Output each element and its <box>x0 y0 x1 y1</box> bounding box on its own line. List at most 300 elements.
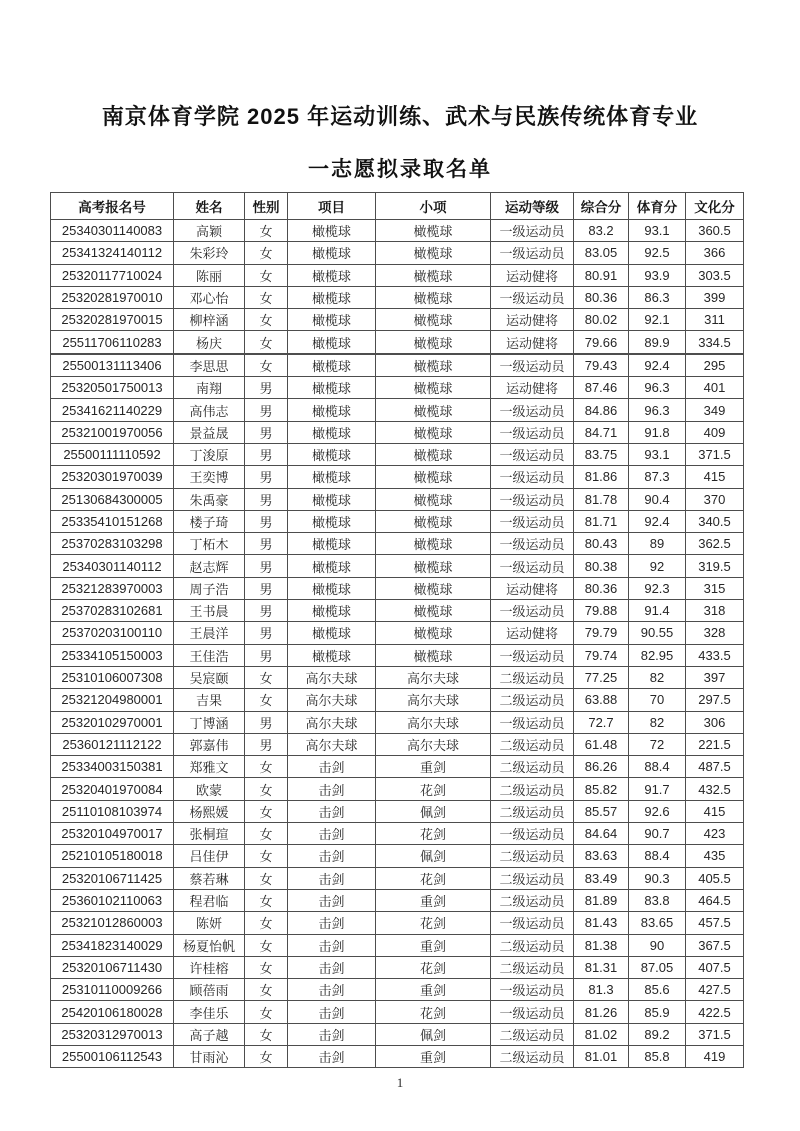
cell-sports-score: 87.05 <box>629 956 686 978</box>
cell-sport: 击剑 <box>288 1023 376 1045</box>
table-row <box>51 466 744 488</box>
cell-sport: 击剑 <box>288 912 376 934</box>
cell-sport: 击剑 <box>288 979 376 1001</box>
cell-name: 王书晨 <box>174 600 245 622</box>
cell-sports-score: 72 <box>629 733 686 755</box>
cell-sports-score: 90.7 <box>629 823 686 845</box>
cell-event: 花剑 <box>376 867 491 889</box>
cell-culture-score: 423 <box>686 823 744 845</box>
cell-sport: 击剑 <box>288 934 376 956</box>
cell-composite-score: 81.71 <box>574 510 629 532</box>
cell-composite-score: 80.02 <box>574 309 629 331</box>
cell-sports-score: 82 <box>629 666 686 688</box>
cell-sports-score: 88.4 <box>629 845 686 867</box>
cell-exam-id: 25320281970015 <box>51 309 174 331</box>
cell-exam-id: 25320117710024 <box>51 264 174 286</box>
header-composite-score: 综合分 <box>574 193 629 220</box>
table-row <box>51 510 744 532</box>
cell-gender: 女 <box>245 242 288 264</box>
cell-sports-score: 86.3 <box>629 286 686 308</box>
cell-athlete-level: 一级运动员 <box>491 220 574 242</box>
cell-culture-score: 487.5 <box>686 756 744 778</box>
cell-event: 橄榄球 <box>376 466 491 488</box>
cell-composite-score: 83.63 <box>574 845 629 867</box>
cell-event: 橄榄球 <box>376 354 491 377</box>
cell-composite-score: 81.02 <box>574 1023 629 1045</box>
cell-event: 橄榄球 <box>376 443 491 465</box>
admission-table-body <box>51 220 744 1068</box>
cell-sport: 击剑 <box>288 778 376 800</box>
cell-name: 李思思 <box>174 354 245 377</box>
cell-event: 橄榄球 <box>376 242 491 264</box>
cell-culture-score: 366 <box>686 242 744 264</box>
cell-exam-id: 25320106711425 <box>51 867 174 889</box>
cell-sport: 橄榄球 <box>288 488 376 510</box>
cell-athlete-level: 运动健将 <box>491 309 574 331</box>
cell-name: 吉果 <box>174 689 245 711</box>
cell-name: 张桐瑄 <box>174 823 245 845</box>
table-row <box>51 778 744 800</box>
cell-gender: 女 <box>245 756 288 778</box>
table-row <box>51 1023 744 1045</box>
cell-gender: 男 <box>245 577 288 599</box>
cell-name: 丁浚原 <box>174 443 245 465</box>
cell-sport: 击剑 <box>288 867 376 889</box>
table-row <box>51 577 744 599</box>
cell-athlete-level: 二级运动员 <box>491 956 574 978</box>
cell-athlete-level: 一级运动员 <box>491 979 574 1001</box>
table-row <box>51 377 744 399</box>
cell-composite-score: 80.36 <box>574 577 629 599</box>
cell-sports-score: 87.3 <box>629 466 686 488</box>
cell-sports-score: 92 <box>629 555 686 577</box>
cell-culture-score: 399 <box>686 286 744 308</box>
cell-event: 橄榄球 <box>376 421 491 443</box>
cell-culture-score: 401 <box>686 377 744 399</box>
cell-event: 橄榄球 <box>376 264 491 286</box>
cell-name: 杨夏怡帆 <box>174 934 245 956</box>
cell-exam-id: 25500111110592 <box>51 443 174 465</box>
cell-event: 重剑 <box>376 934 491 956</box>
cell-composite-score: 83.75 <box>574 443 629 465</box>
cell-athlete-level: 运动健将 <box>491 331 574 354</box>
cell-name: 许桂榕 <box>174 956 245 978</box>
cell-athlete-level: 二级运动员 <box>491 889 574 911</box>
cell-sports-score: 92.5 <box>629 242 686 264</box>
cell-exam-id: 25341823140029 <box>51 934 174 956</box>
cell-event: 佩剑 <box>376 800 491 822</box>
cell-gender: 女 <box>245 889 288 911</box>
cell-gender: 男 <box>245 533 288 555</box>
cell-name: 程君临 <box>174 889 245 911</box>
table-row <box>51 867 744 889</box>
cell-culture-score: 297.5 <box>686 689 744 711</box>
cell-sport: 高尔夫球 <box>288 733 376 755</box>
cell-athlete-level: 一级运动员 <box>491 912 574 934</box>
cell-name: 周子浩 <box>174 577 245 599</box>
cell-sport: 击剑 <box>288 800 376 822</box>
table-row <box>51 711 744 733</box>
cell-culture-score: 432.5 <box>686 778 744 800</box>
table-row <box>51 912 744 934</box>
cell-sport: 高尔夫球 <box>288 666 376 688</box>
cell-gender: 女 <box>245 264 288 286</box>
cell-athlete-level: 二级运动员 <box>491 689 574 711</box>
cell-name: 柳梓涵 <box>174 309 245 331</box>
cell-culture-score: 370 <box>686 488 744 510</box>
cell-gender: 男 <box>245 443 288 465</box>
cell-exam-id: 25511706110283 <box>51 331 174 354</box>
cell-composite-score: 79.66 <box>574 331 629 354</box>
cell-gender: 女 <box>245 867 288 889</box>
cell-gender: 女 <box>245 979 288 1001</box>
cell-event: 重剑 <box>376 756 491 778</box>
cell-exam-id: 25340301140083 <box>51 220 174 242</box>
cell-gender: 男 <box>245 733 288 755</box>
cell-sports-score: 82 <box>629 711 686 733</box>
cell-event: 橄榄球 <box>376 577 491 599</box>
table-row <box>51 956 744 978</box>
cell-sport: 橄榄球 <box>288 421 376 443</box>
cell-event: 橄榄球 <box>376 510 491 532</box>
cell-gender: 女 <box>245 934 288 956</box>
cell-composite-score: 80.43 <box>574 533 629 555</box>
cell-culture-score: 295 <box>686 354 744 377</box>
cell-culture-score: 371.5 <box>686 443 744 465</box>
table-row <box>51 309 744 331</box>
cell-sports-score: 89 <box>629 533 686 555</box>
cell-culture-score: 407.5 <box>686 956 744 978</box>
table-row <box>51 733 744 755</box>
document-title-line1: 南京体育学院 2025 年运动训练、武术与民族传统体育专业 <box>101 104 699 129</box>
cell-name: 邓心怡 <box>174 286 245 308</box>
cell-gender: 女 <box>245 666 288 688</box>
header-exam-id: 高考报名号 <box>51 193 174 220</box>
cell-event: 橄榄球 <box>376 399 491 421</box>
cell-exam-id: 25320102970001 <box>51 711 174 733</box>
cell-athlete-level: 二级运动员 <box>491 666 574 688</box>
cell-sport: 击剑 <box>288 1001 376 1023</box>
cell-exam-id: 25370283103298 <box>51 533 174 555</box>
cell-culture-score: 405.5 <box>686 867 744 889</box>
cell-composite-score: 81.38 <box>574 934 629 956</box>
cell-sport: 高尔夫球 <box>288 711 376 733</box>
cell-athlete-level: 二级运动员 <box>491 778 574 800</box>
cell-name: 陈丽 <box>174 264 245 286</box>
cell-name: 吕佳伊 <box>174 845 245 867</box>
cell-sports-score: 91.4 <box>629 600 686 622</box>
cell-athlete-level: 二级运动员 <box>491 733 574 755</box>
cell-gender: 女 <box>245 800 288 822</box>
cell-exam-id: 25370283102681 <box>51 600 174 622</box>
cell-culture-score: 419 <box>686 1045 744 1067</box>
table-row <box>51 555 744 577</box>
cell-composite-score: 72.7 <box>574 711 629 733</box>
cell-name: 南翔 <box>174 377 245 399</box>
cell-sports-score: 70 <box>629 689 686 711</box>
document-title-line2: 一志愿拟录取名单 <box>308 158 492 181</box>
table-row <box>51 331 744 354</box>
table-row <box>51 399 744 421</box>
cell-sport: 击剑 <box>288 823 376 845</box>
cell-exam-id: 25320104970017 <box>51 823 174 845</box>
header-name: 姓名 <box>174 193 245 220</box>
cell-exam-id: 25320312970013 <box>51 1023 174 1045</box>
header-event: 小项 <box>376 193 491 220</box>
cell-gender: 男 <box>245 600 288 622</box>
table-row <box>51 979 744 1001</box>
cell-name: 丁柘木 <box>174 533 245 555</box>
cell-composite-score: 79.88 <box>574 600 629 622</box>
cell-culture-score: 409 <box>686 421 744 443</box>
cell-sport: 橄榄球 <box>288 443 376 465</box>
cell-composite-score: 61.48 <box>574 733 629 755</box>
cell-sports-score: 92.1 <box>629 309 686 331</box>
cell-exam-id: 25320281970010 <box>51 286 174 308</box>
cell-name: 高子越 <box>174 1023 245 1045</box>
cell-culture-score: 422.5 <box>686 1001 744 1023</box>
cell-event: 橄榄球 <box>376 533 491 555</box>
cell-composite-score: 87.46 <box>574 377 629 399</box>
header-row <box>51 193 744 220</box>
cell-gender: 男 <box>245 644 288 666</box>
cell-exam-id: 25341324140112 <box>51 242 174 264</box>
cell-culture-score: 311 <box>686 309 744 331</box>
table-row <box>51 689 744 711</box>
cell-sport: 橄榄球 <box>288 354 376 377</box>
cell-sport: 击剑 <box>288 845 376 867</box>
cell-culture-score: 349 <box>686 399 744 421</box>
cell-event: 高尔夫球 <box>376 733 491 755</box>
cell-name: 陈妍 <box>174 912 245 934</box>
cell-composite-score: 85.57 <box>574 800 629 822</box>
cell-event: 花剑 <box>376 778 491 800</box>
cell-sport: 橄榄球 <box>288 264 376 286</box>
cell-composite-score: 81.43 <box>574 912 629 934</box>
cell-exam-id: 25321283970003 <box>51 577 174 599</box>
table-row <box>51 600 744 622</box>
cell-event: 橄榄球 <box>376 622 491 644</box>
cell-composite-score: 81.26 <box>574 1001 629 1023</box>
table-row <box>51 756 744 778</box>
cell-culture-score: 427.5 <box>686 979 744 1001</box>
cell-composite-score: 81.89 <box>574 889 629 911</box>
cell-culture-score: 433.5 <box>686 644 744 666</box>
cell-athlete-level: 运动健将 <box>491 577 574 599</box>
cell-composite-score: 81.31 <box>574 956 629 978</box>
cell-exam-id: 25320106711430 <box>51 956 174 978</box>
cell-exam-id: 25321204980001 <box>51 689 174 711</box>
cell-exam-id: 25320401970084 <box>51 778 174 800</box>
cell-sports-score: 83.8 <box>629 889 686 911</box>
cell-sports-score: 93.1 <box>629 220 686 242</box>
cell-sports-score: 90 <box>629 934 686 956</box>
cell-event: 花剑 <box>376 912 491 934</box>
page-number: 1 <box>396 1075 404 1090</box>
cell-exam-id: 25310110009266 <box>51 979 174 1001</box>
cell-event: 高尔夫球 <box>376 666 491 688</box>
cell-name: 赵志辉 <box>174 555 245 577</box>
cell-event: 重剑 <box>376 979 491 1001</box>
cell-name: 蔡若琳 <box>174 867 245 889</box>
cell-sports-score: 93.9 <box>629 264 686 286</box>
cell-sport: 橄榄球 <box>288 242 376 264</box>
cell-athlete-level: 一级运动员 <box>491 242 574 264</box>
cell-exam-id: 25340301140112 <box>51 555 174 577</box>
cell-exam-id: 25334003150381 <box>51 756 174 778</box>
cell-sport: 击剑 <box>288 956 376 978</box>
table-row <box>51 1001 744 1023</box>
cell-sports-score: 89.9 <box>629 331 686 354</box>
cell-sport: 橄榄球 <box>288 533 376 555</box>
cell-athlete-level: 一级运动员 <box>491 510 574 532</box>
table-row <box>51 421 744 443</box>
table-row <box>51 1045 744 1067</box>
cell-sport: 橄榄球 <box>288 331 376 354</box>
cell-gender: 男 <box>245 377 288 399</box>
cell-gender: 男 <box>245 399 288 421</box>
cell-name: 李佳乐 <box>174 1001 245 1023</box>
cell-culture-score: 334.5 <box>686 331 744 354</box>
table-row <box>51 845 744 867</box>
cell-sport: 橄榄球 <box>288 286 376 308</box>
cell-sports-score: 82.95 <box>629 644 686 666</box>
cell-composite-score: 84.71 <box>574 421 629 443</box>
table-row <box>51 889 744 911</box>
cell-athlete-level: 一级运动员 <box>491 1001 574 1023</box>
cell-culture-score: 367.5 <box>686 934 744 956</box>
cell-athlete-level: 一级运动员 <box>491 421 574 443</box>
cell-name: 郭嘉伟 <box>174 733 245 755</box>
cell-composite-score: 81.86 <box>574 466 629 488</box>
header-athlete-level: 运动等级 <box>491 193 574 220</box>
cell-event: 橄榄球 <box>376 377 491 399</box>
cell-gender: 女 <box>245 331 288 354</box>
cell-athlete-level: 二级运动员 <box>491 845 574 867</box>
cell-name: 甘雨沁 <box>174 1045 245 1067</box>
cell-athlete-level: 一级运动员 <box>491 555 574 577</box>
header-culture-score: 文化分 <box>686 193 744 220</box>
cell-culture-score: 464.5 <box>686 889 744 911</box>
cell-culture-score: 415 <box>686 466 744 488</box>
cell-culture-score: 435 <box>686 845 744 867</box>
cell-athlete-level: 一级运动员 <box>491 823 574 845</box>
cell-sport: 橄榄球 <box>288 622 376 644</box>
cell-exam-id: 25360121112122 <box>51 733 174 755</box>
cell-sport: 橄榄球 <box>288 644 376 666</box>
cell-athlete-level: 一级运动员 <box>491 443 574 465</box>
cell-gender: 女 <box>245 956 288 978</box>
cell-composite-score: 83.2 <box>574 220 629 242</box>
cell-event: 橄榄球 <box>376 286 491 308</box>
header-sports-score: 体育分 <box>629 193 686 220</box>
cell-exam-id: 25321001970056 <box>51 421 174 443</box>
cell-sport: 击剑 <box>288 1045 376 1067</box>
cell-composite-score: 84.64 <box>574 823 629 845</box>
cell-culture-score: 221.5 <box>686 733 744 755</box>
cell-name: 郑雅文 <box>174 756 245 778</box>
cell-sports-score: 91.7 <box>629 778 686 800</box>
cell-exam-id: 25320301970039 <box>51 466 174 488</box>
cell-gender: 男 <box>245 711 288 733</box>
cell-sport: 橄榄球 <box>288 555 376 577</box>
cell-gender: 女 <box>245 286 288 308</box>
cell-composite-score: 80.38 <box>574 555 629 577</box>
cell-gender: 女 <box>245 845 288 867</box>
cell-gender: 女 <box>245 1023 288 1045</box>
cell-culture-score: 362.5 <box>686 533 744 555</box>
cell-event: 橄榄球 <box>376 644 491 666</box>
cell-sports-score: 92.4 <box>629 510 686 532</box>
cell-athlete-level: 二级运动员 <box>491 1023 574 1045</box>
cell-sports-score: 90.3 <box>629 867 686 889</box>
cell-athlete-level: 运动健将 <box>491 264 574 286</box>
table-row <box>51 354 744 377</box>
cell-composite-score: 63.88 <box>574 689 629 711</box>
cell-name: 王奕博 <box>174 466 245 488</box>
cell-gender: 女 <box>245 823 288 845</box>
cell-name: 顾蓓雨 <box>174 979 245 1001</box>
cell-athlete-level: 二级运动员 <box>491 756 574 778</box>
cell-athlete-level: 一级运动员 <box>491 600 574 622</box>
cell-composite-score: 86.26 <box>574 756 629 778</box>
table-row <box>51 443 744 465</box>
cell-event: 花剑 <box>376 1001 491 1023</box>
cell-sports-score: 93.1 <box>629 443 686 465</box>
cell-event: 佩剑 <box>376 845 491 867</box>
cell-culture-score: 328 <box>686 622 744 644</box>
cell-exam-id: 25335410151268 <box>51 510 174 532</box>
cell-gender: 女 <box>245 778 288 800</box>
cell-athlete-level: 一级运动员 <box>491 711 574 733</box>
cell-sports-score: 85.8 <box>629 1045 686 1067</box>
cell-exam-id: 25500106112543 <box>51 1045 174 1067</box>
cell-sport: 击剑 <box>288 889 376 911</box>
cell-exam-id: 25334105150003 <box>51 644 174 666</box>
table-row <box>51 823 744 845</box>
cell-gender: 男 <box>245 622 288 644</box>
cell-athlete-level: 一级运动员 <box>491 354 574 377</box>
cell-culture-score: 457.5 <box>686 912 744 934</box>
cell-athlete-level: 二级运动员 <box>491 867 574 889</box>
cell-gender: 女 <box>245 354 288 377</box>
cell-athlete-level: 二级运动员 <box>491 934 574 956</box>
cell-composite-score: 81.01 <box>574 1045 629 1067</box>
cell-culture-score: 319.5 <box>686 555 744 577</box>
cell-gender: 男 <box>245 555 288 577</box>
cell-athlete-level: 二级运动员 <box>491 800 574 822</box>
cell-culture-score: 340.5 <box>686 510 744 532</box>
cell-sport: 橄榄球 <box>288 510 376 532</box>
cell-composite-score: 80.36 <box>574 286 629 308</box>
cell-sports-score: 96.3 <box>629 399 686 421</box>
table-row <box>51 220 744 242</box>
admission-table-header <box>51 193 744 220</box>
cell-composite-score: 84.86 <box>574 399 629 421</box>
cell-gender: 女 <box>245 1001 288 1023</box>
cell-culture-score: 303.5 <box>686 264 744 286</box>
cell-sport: 橄榄球 <box>288 577 376 599</box>
table-row <box>51 286 744 308</box>
cell-event: 佩剑 <box>376 1023 491 1045</box>
cell-gender: 女 <box>245 1045 288 1067</box>
cell-athlete-level: 运动健将 <box>491 377 574 399</box>
admission-roster-table <box>50 192 744 1068</box>
cell-sport: 高尔夫球 <box>288 689 376 711</box>
cell-gender: 男 <box>245 510 288 532</box>
table-row <box>51 488 744 510</box>
cell-sports-score: 88.4 <box>629 756 686 778</box>
